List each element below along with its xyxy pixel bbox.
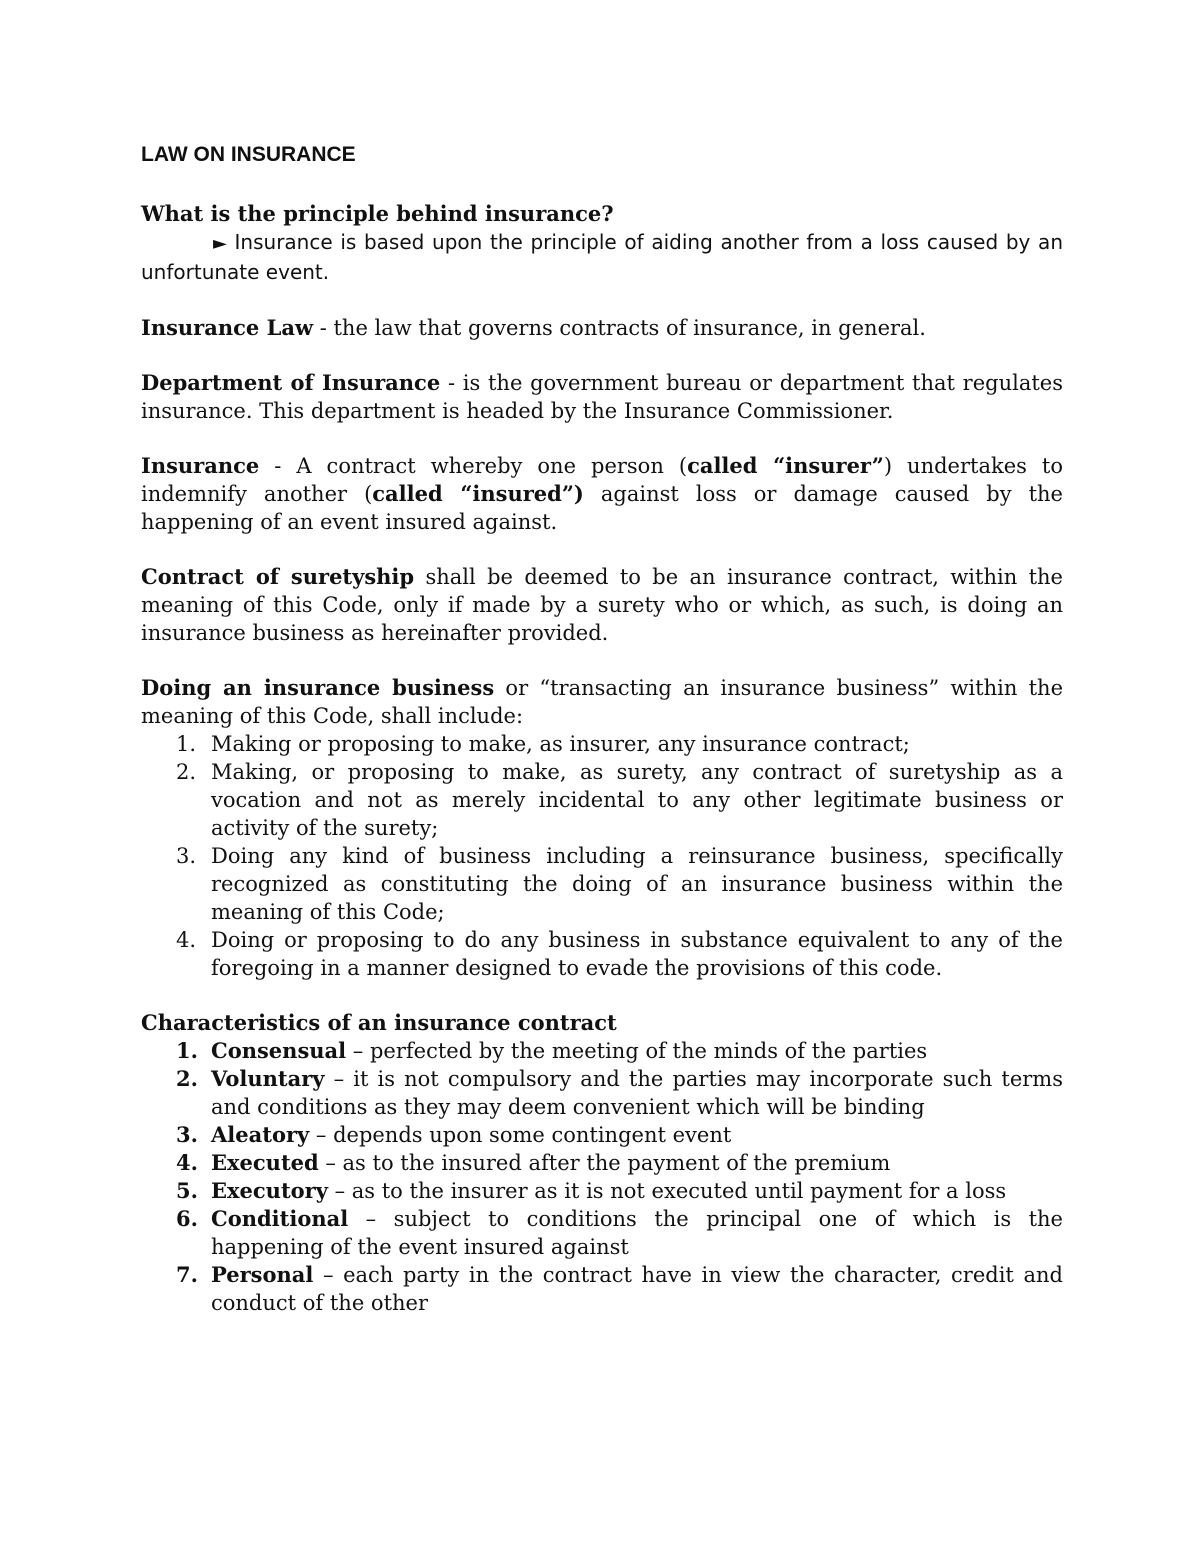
- list-item: [141, 1149, 1063, 1177]
- characteristic-text: – subject to conditions the principal one of which is the happening of the event insured against: [211, 1207, 1063, 1259]
- characteristics-list: [141, 1037, 1063, 1317]
- definition-text: or “transacting an insurance business” within the meaning of this Code, shall include:: [141, 676, 1063, 728]
- definition-text: shall be deemed to be an insurance contract, within the meaning of this Code, only if made by a surety who or which, as such, is doing an insurance business as hereinafter provided.: [141, 565, 1063, 645]
- characteristic-term: Consensual: [211, 1038, 347, 1063]
- list-item: [141, 1261, 1063, 1317]
- arrow-bullet-icon: ►: [213, 233, 227, 254]
- list-item: [141, 1037, 1063, 1065]
- list-item-text: Making or proposing to make, as insurer, any insurance contract;: [211, 732, 910, 756]
- document-title: LAW ON INSURANCE: [141, 143, 356, 166]
- definition-text: - is the government bureau or department that regulates insurance. This department is headed by the Insurance Commissioner.: [141, 371, 1063, 423]
- list-item-text: Doing or proposing to do any business in substance equivalent to any of the foregoing in a manner designed to evade the provisions of this code.: [211, 928, 1063, 980]
- list-number: 7.: [176, 1262, 198, 1287]
- list-number: 1.: [176, 732, 197, 756]
- definition-insurance: [141, 452, 1063, 536]
- characteristic-term: Executed: [211, 1150, 319, 1175]
- characteristic-text: – as to the insured after the payment of the premium: [318, 1151, 891, 1175]
- definition-doing-business: [141, 674, 1063, 730]
- list-number: 4.: [176, 928, 197, 952]
- definition-text: - A contract whereby one person (: [259, 454, 688, 478]
- characteristic-text: – each party in the contract have in view the character, credit and conduct of the other: [211, 1263, 1063, 1315]
- characteristic-text: – depends upon some contingent event: [309, 1123, 732, 1147]
- list-number: 3.: [176, 1122, 198, 1147]
- definition-insurance-law: [141, 314, 1063, 342]
- answer-text: Insurance is based upon the principle of aiding another from a loss caused by an unfortunate event.: [141, 230, 1063, 284]
- characteristic-term: Executory: [211, 1178, 328, 1203]
- insurer-label: called “insurer”: [687, 453, 884, 478]
- list-item-text: Making, or proposing to make, as surety, any contract of suretyship as a vocation and not as merely incidental to any other legitimate business or activity of the surety;: [211, 760, 1063, 840]
- list-item: [141, 730, 1063, 758]
- term-suretyship: Contract of suretyship: [141, 564, 415, 589]
- list-item: [141, 1065, 1063, 1121]
- list-item: [141, 758, 1063, 842]
- characteristic-term: Aleatory: [211, 1122, 310, 1147]
- characteristic-term: Voluntary: [211, 1066, 325, 1091]
- list-number: 2.: [176, 760, 197, 784]
- definition-suretyship: [141, 563, 1063, 647]
- characteristic-text: – perfected by the meeting of the minds of the parties: [346, 1039, 928, 1063]
- doing-business-list: [141, 730, 1063, 982]
- term-doing-business: Doing an insurance business: [141, 675, 495, 700]
- definition-text: - the law that governs contracts of insurance, in general.: [313, 316, 926, 340]
- characteristics-heading: Characteristics of an insurance contract: [141, 1010, 617, 1035]
- list-item: [141, 926, 1063, 982]
- list-item: [141, 842, 1063, 926]
- list-item: [141, 1177, 1063, 1205]
- characteristic-text: – as to the insurer as it is not executed until payment for a loss: [327, 1179, 1007, 1203]
- term-insurance: Insurance: [141, 453, 260, 478]
- question-heading: What is the principle behind insurance?: [141, 201, 614, 226]
- definition-department: [141, 369, 1063, 425]
- characteristic-term: Personal: [211, 1262, 314, 1287]
- list-number: 5.: [176, 1178, 198, 1203]
- list-number: 4.: [176, 1150, 198, 1175]
- list-number: 6.: [176, 1206, 198, 1231]
- term-department: Department of Insurance: [141, 370, 441, 395]
- question-answer: [141, 228, 1063, 286]
- list-item-text: Doing any kind of business including a reinsurance business, specifically recognized as constituting the doing of an insurance business within the meaning of this Code;: [211, 844, 1063, 924]
- insured-label: called “insured”): [372, 481, 584, 506]
- definition-text: ) undertakes to indemnify another (: [141, 454, 1063, 506]
- characteristic-text: – it is not compulsory and the parties may incorporate such terms and conditions as they may deem convenient which will be binding: [211, 1067, 1063, 1119]
- term-insurance-law: Insurance Law: [141, 315, 314, 340]
- characteristic-term: Conditional: [211, 1206, 349, 1231]
- list-number: 2.: [176, 1066, 198, 1091]
- list-item: [141, 1205, 1063, 1261]
- list-number: 1.: [176, 1038, 198, 1063]
- definition-text: against loss or damage caused by the happening of an event insured against.: [141, 482, 1063, 534]
- list-number: 3.: [176, 844, 197, 868]
- document-page: [141, 138, 1063, 1344]
- list-item: [141, 1121, 1063, 1149]
